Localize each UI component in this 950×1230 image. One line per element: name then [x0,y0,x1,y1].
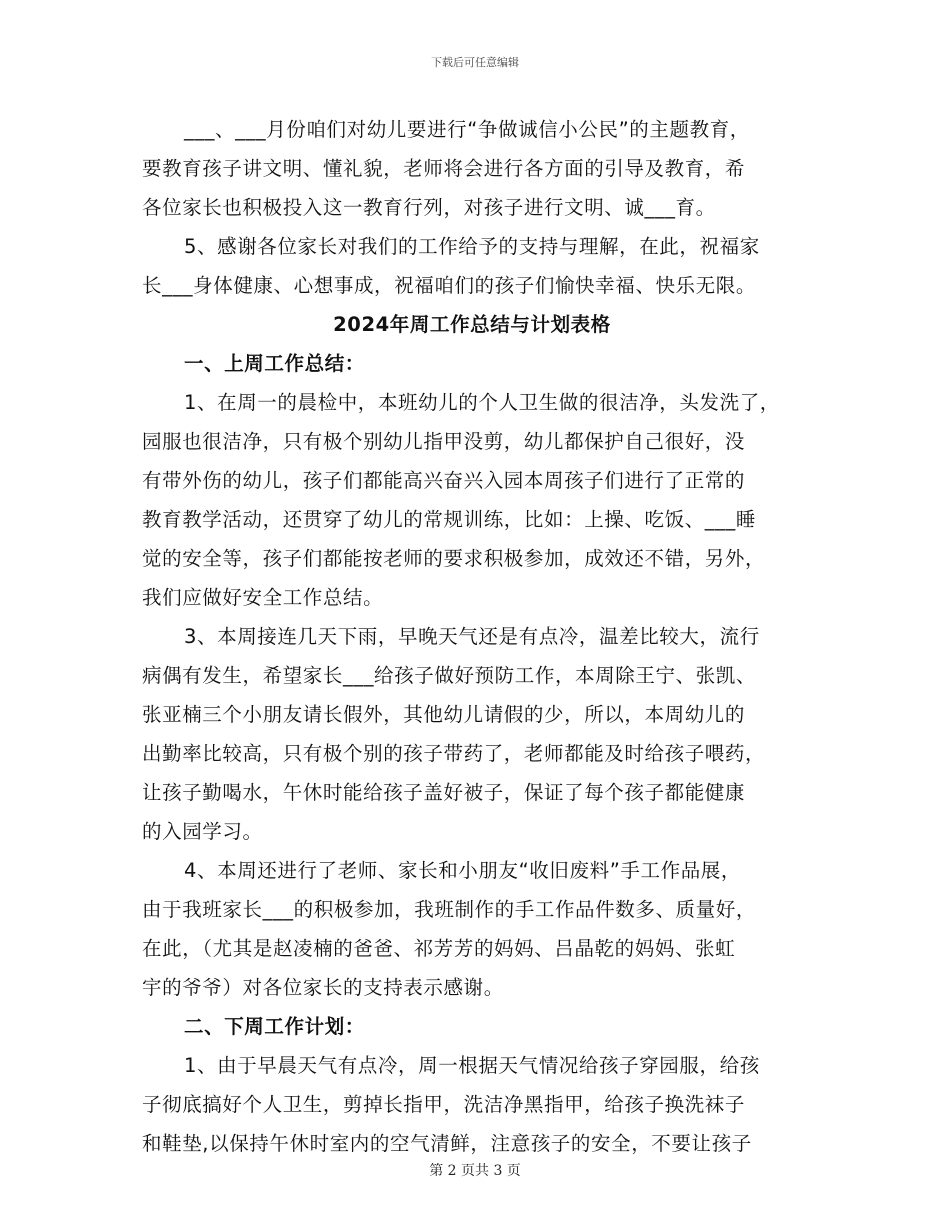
paragraph-line: 5、感谢各位家长对我们的工作给予的支持与理解，在此，祝福家 [184,235,760,258]
paragraph-line: 要教育孩子讲文明、懂礼貌，老师将会进行各方面的引导及教育，希 [142,157,746,180]
document-body [142,110,822,1163]
paragraph-line: ___、___月份咱们对幼儿要进行“争做诚信小公民”的主题教育， [184,118,750,141]
paragraph-line: 出勤率比较高，只有极个别的孩子带药了，老师都能及时给孩子喂药， [142,742,766,765]
section-heading: 一、上周工作总结： [184,352,365,375]
paragraph-line: 病偶有发生，希望家长___给孩子做好预防工作，本周除王宁、张凯、 [142,664,756,687]
paragraph-line: 有带外伤的幼儿，孩子们都能高兴奋兴入园本周孩子们进行了正常的 [142,469,746,492]
paragraph-line: 和鞋垫,以保持午休时室内的空气清鲜，注意孩子的安全，不要让孩子 [142,1132,752,1155]
paragraph-line: 宇的爷爷）对各位家长的支持表示感谢。 [142,976,504,999]
paragraph-line: 3、本周接连几天下雨，早晚天气还是有点冷，温差比较大，流行 [184,625,760,648]
paragraph-line: 1、由于早晨天气有点冷，周一根据天气情况给孩子穿园服，给孩 [184,1054,760,1077]
paragraph-line: 1、在周一的晨检中，本班幼儿的个人卫生做的很洁净，头发洗了， [184,391,780,414]
paragraph-line: 张亚楠三个小朋友请长假外，其他幼儿请假的少，所以，本周幼儿的 [142,703,746,726]
paragraph-line: 园服也很洁净，只有极个别幼儿指甲没剪，幼儿都保护自己很好，没 [142,430,746,453]
paragraph-line: 在此，（尤其是赵凌楠的爸爸、祁芳芳的妈妈、吕晶乾的妈妈、张虹 [142,937,736,960]
page-header: 下载后可任意编辑 [431,56,519,69]
paragraph-line: 我们应做好安全工作总结。 [142,586,384,609]
paragraph-line: 让孩子勤喝水，午休时能给孩子盖好被子，保证了每个孩子都能健康 [142,781,746,804]
paragraph-line: 长___身体健康、心想事成，祝福咱们的孩子们愉快幸福、快乐无限。 [142,274,756,297]
page-footer: 第 2 页共 3 页 [429,1163,521,1179]
paragraph-line: 4、本周还进行了老师、家长和小朋友“收旧废料”手工作品展， [184,859,742,882]
paragraph-line: 子彻底搞好个人卫生，剪掉长指甲，洗洁净黑指甲，给孩子换洗袜子 [142,1093,746,1116]
paragraph-line: 教育教学活动，还贯穿了幼儿的常规训练，比如：上操、吃饭、___睡 [142,508,756,531]
paragraph-line: 的入园学习。 [142,820,263,843]
paragraph-line: 各位家长也积极投入这一教育行列，对孩子进行文明、诚___育。 [142,196,716,219]
document-title: 2024年周工作总结与计划表格 [333,313,611,336]
section-heading: 二、下周工作计划： [184,1015,365,1038]
paragraph-line: 由于我班家长___的积极参加，我班制作的手工作品件数多、质量好， [142,898,756,921]
paragraph-line: 觉的安全等，孩子们都能按老师的要求积极参加，成效还不错，另外， [142,547,766,570]
